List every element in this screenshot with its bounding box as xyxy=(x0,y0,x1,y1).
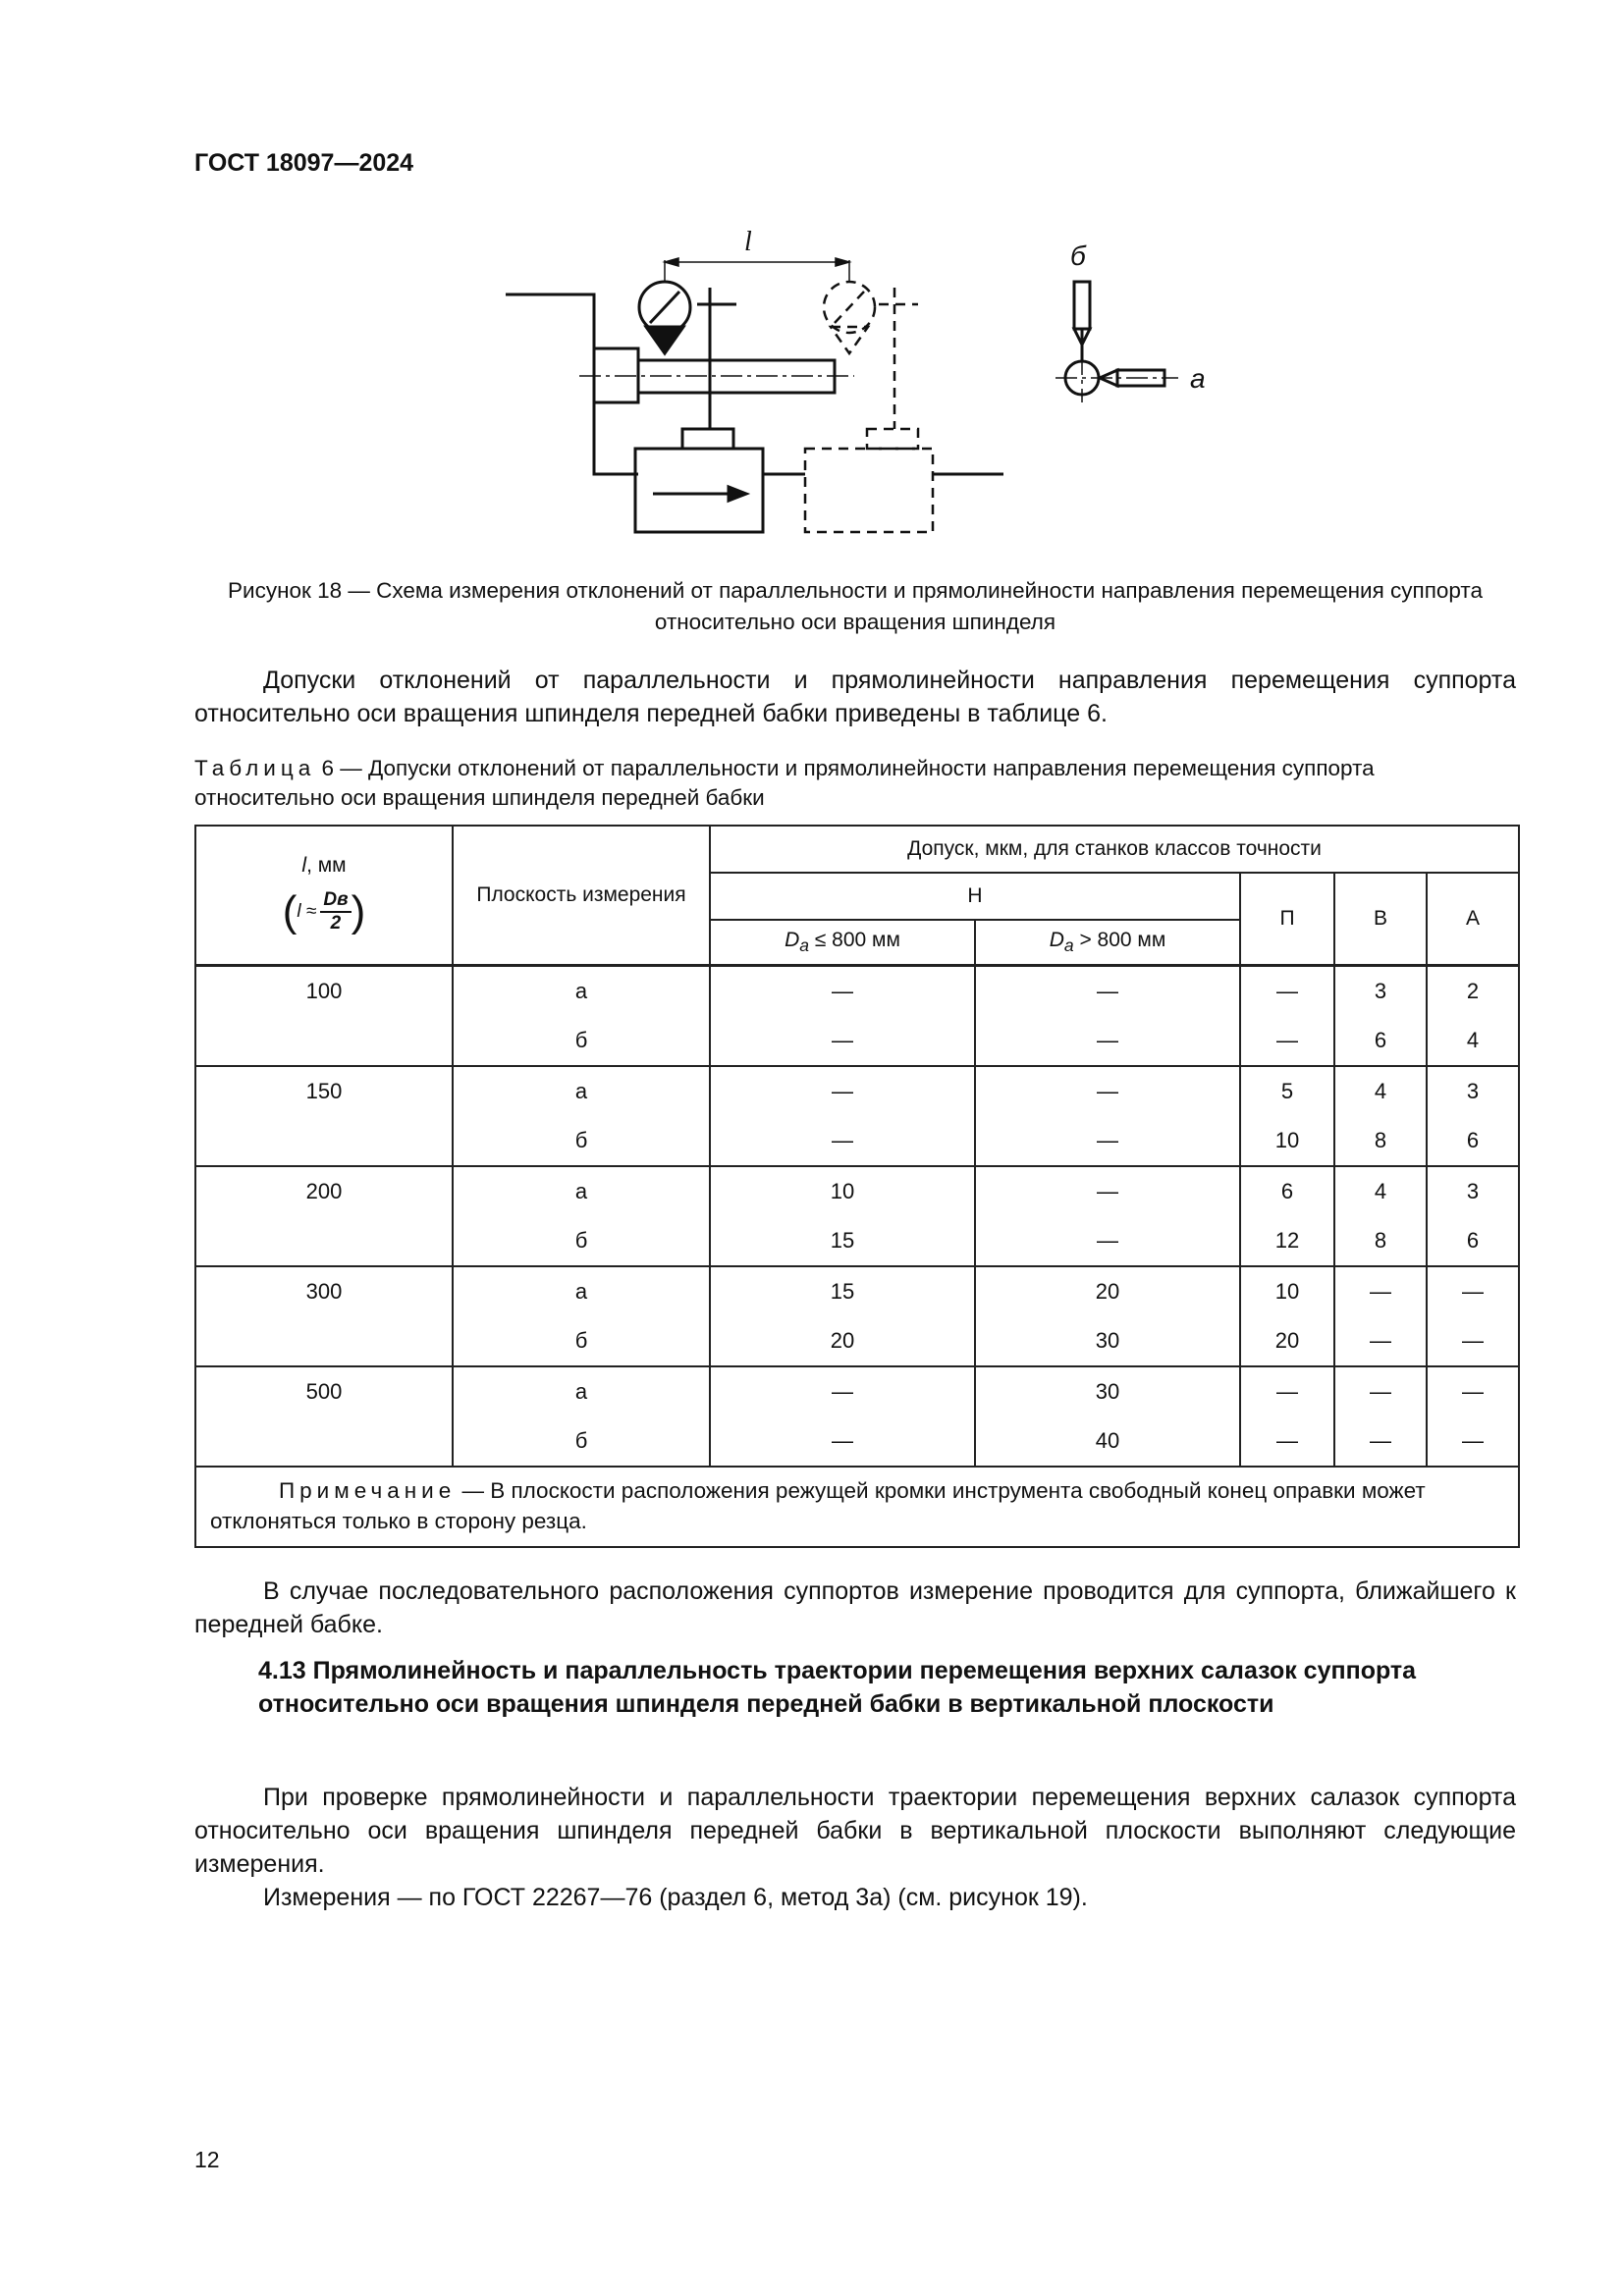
table-row: 100 а — — — 3 2 xyxy=(195,965,1519,1016)
table-row: 300 а 15 20 10 — — xyxy=(195,1266,1519,1316)
measurement-diagram xyxy=(481,221,1247,555)
table-row: 500 а — 30 — — — xyxy=(195,1366,1519,1416)
header-class-n: Н xyxy=(710,873,1240,920)
paragraph-1: Допуски отклонений от параллельности и прямолинейности направления перемещения суппорта относительно оси вращения шпинделя передней бабки приведены в таблице 6. xyxy=(194,667,1516,727)
label-a: а xyxy=(1190,363,1206,394)
tolerance-table xyxy=(194,825,1520,1548)
header-da-gt: $D_a > 800$ мм xyxy=(975,920,1240,965)
label-b: б xyxy=(1070,240,1086,271)
header-plane: Плоскость измерения xyxy=(453,826,710,965)
paragraph-2: В случае последовательного расположения суппортов измерение проводится для суппорта, ближайшего к передней бабке. xyxy=(194,1577,1516,1638)
header-class-v: В xyxy=(1334,873,1427,965)
section-heading: 4.13 Прямолинейность и параллельность траектории перемещения верхних салазок суппорта относительно оси вращения шпинделя передней бабки в вертикальной плоскости xyxy=(258,1657,1417,1718)
table-caption: Таблица 6 — Допуски отклонений от параллельности и прямолинейности направления перемещения суппорта относительно оси вращения шпинделя передней бабки xyxy=(194,756,1375,810)
table-note: Примечание — В плоскости расположения режущей кромки инструмента свободный конец оправки может отклоняться только в сторону резца. xyxy=(195,1467,1519,1547)
header-l: l, мм ( l ≈ $\frac{Dв}{2}$ ) xyxy=(195,826,453,965)
table-row: б — — — 6 4 xyxy=(195,1016,1519,1066)
page-number: 12 xyxy=(194,2147,220,2172)
table-row: б — 40 — — — xyxy=(195,1416,1519,1467)
header-class-a: А xyxy=(1427,873,1519,965)
table-row: б 20 30 20 — — xyxy=(195,1316,1519,1366)
dimension-label: l xyxy=(744,227,752,257)
header-tolerance: Допуск, мкм, для станков классов точности xyxy=(710,826,1519,873)
l-formula: ( l ≈ $\frac{Dв}{2}$ ) xyxy=(282,886,366,935)
table-row: 150 а — — 5 4 3 xyxy=(195,1066,1519,1116)
table-row: 200 а 10 — 6 4 3 xyxy=(195,1166,1519,1216)
table-row: б 15 — 12 8 6 xyxy=(195,1216,1519,1266)
paragraph-3: При проверке прямолинейности и параллельности траектории перемещения верхних салазок суппорта относительно оси вращения шпинделя передней бабки в вертикальной плоскости выполняют следующие измерения. xyxy=(194,1784,1516,1878)
document-code: ГОСТ 18097—2024 xyxy=(194,149,414,177)
paragraph-4: Измерения — по ГОСТ 22267—76 (раздел 6, метод 3а) (см. рисунок 19). xyxy=(263,1884,1088,1911)
header-class-p: П xyxy=(1240,873,1334,965)
figure-caption: Рисунок 18 — Схема измерения отклонений от параллельности и прямолинейности направления перемещения суппорта относительно оси вращения шпинделя xyxy=(228,578,1483,634)
table-row: б — — 10 8 6 xyxy=(195,1116,1519,1166)
header-da-le: $D_a \le 800$ мм xyxy=(710,920,975,965)
